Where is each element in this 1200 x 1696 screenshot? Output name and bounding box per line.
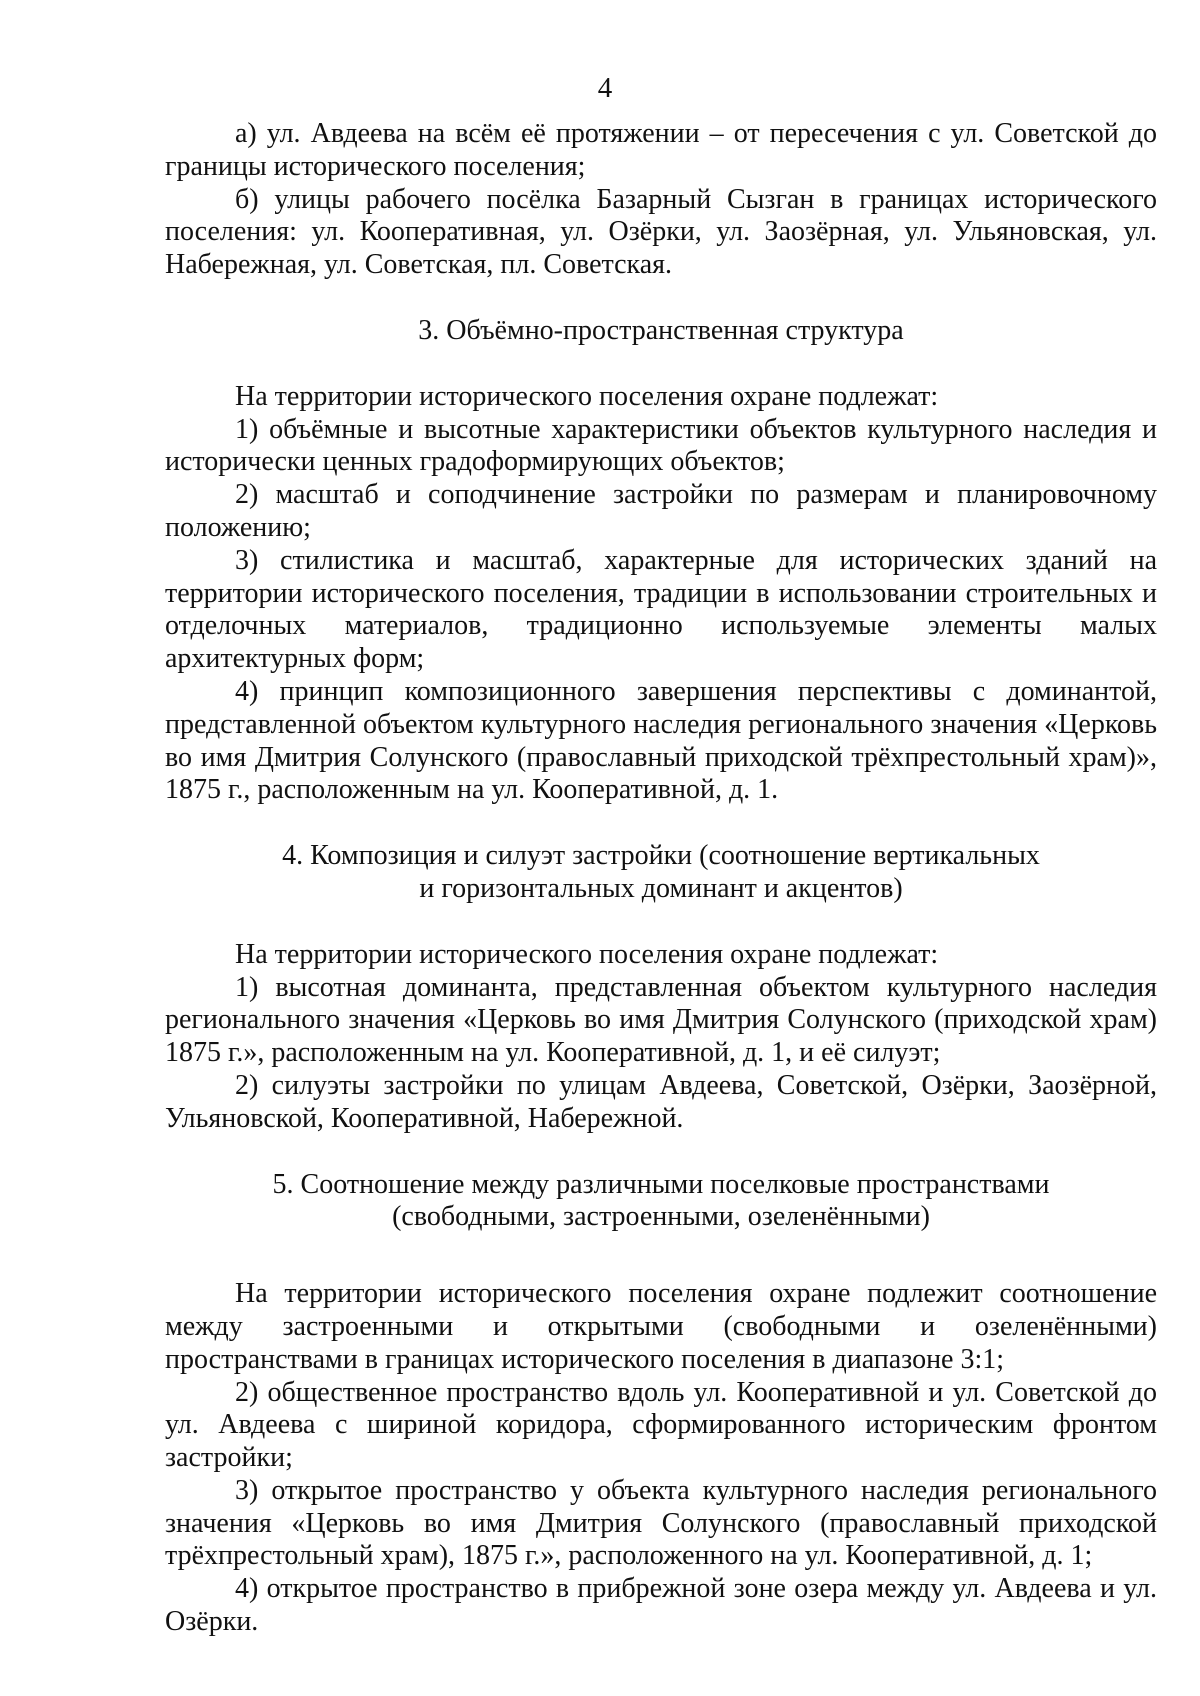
section4-heading-line2: и горизонтальных доминант и акцентов) [419, 872, 903, 904]
page-number: 4 [597, 72, 613, 104]
item-b: б) улицы рабочего посёлка Базарный Сызган в границах исторического поселения: ул. Кооперативная, ул. Озёрки, ул. Заозёрная, ул. Ульяновская, ул. Набережная, ул. Советская, пл. Советская. [165, 183, 1157, 281]
section5-heading [165, 1169, 1157, 1235]
section4-intro: На территории исторического поселения охране подлежат: [235, 938, 939, 970]
item-a: а) ул. Авдеева на всём её протяжении – от пересечения с ул. Советской до границы исторического поселения; [165, 118, 1157, 182]
section4-heading-line1: 4. Композиция и силуэт застройки (соотношение вертикальных [282, 840, 1040, 872]
document-body [165, 118, 1157, 1639]
section3-item-4: 4) принцип композиционного завершения перспективы с доминантой, представленной объектом культурного наследия регионального значения «Церковь во имя Дмитрия Солунского (православный приходской трёхпрестольный храм)», 1875 г., расположенным на ул. Кооперативной, д. 1. [165, 675, 1157, 806]
section3-heading: 3. Объёмно-пространственная структура [418, 314, 904, 346]
section3-item-1: 1) объёмные и высотные характеристики объектов культурного наследия и исторически ценных градоформирующих объектов; [165, 413, 1157, 478]
section4-item-1: 1) высотная доминанта, представленная объектом культурного наследия регионального значения «Церковь во имя Дмитрия Солунского (приходской храм) 1875 г.», расположенным на ул. Кооперативной, д. 1, и её силуэт; [165, 971, 1157, 1069]
section5-item-3: 3) открытое пространство у объекта культурного наследия регионального значения «Церковь во имя Дмитрия Солунского (православный приходской трёхпрестольный храм), 1875 г.», расположенного на ул. Кооперативной, д. 1; [165, 1474, 1157, 1572]
section4-item-2: 2) силуэты застройки по улицам Авдеева, Советской, Озёрки, Заозёрной, Ульяновской, Кооперативной, Набережной. [165, 1069, 1157, 1134]
section4-heading [165, 840, 1157, 906]
section5-item-4: 4) открытое пространство в прибрежной зоне озера между ул. Авдеева и ул. Озёрки. [165, 1573, 1157, 1638]
section3-item-3: 3) стилистика и масштаб, характерные для исторических зданий на территории исторического поселения, традиции в использовании строительных и отделочных материалов, традиционно используемые элементы малых архитектурных форм; [165, 544, 1157, 675]
section5-intro: На территории исторического поселения охране подлежит соотношение между застроенными и открытыми (свободными и озеленёнными) пространствами в границах исторического поселения в диапазоне 3:1; [165, 1278, 1157, 1375]
section5-heading-line2: (свободными, застроенными, озеленёнными) [392, 1201, 930, 1233]
section5-heading-line1: 5. Соотношение между различными поселковые пространствами [272, 1168, 1050, 1200]
section3-item-2: 2) масштаб и соподчинение застройки по размерам и планировочному положению; [165, 479, 1157, 543]
section5-item-2: 2) общественное пространство вдоль ул. Кооперативной и ул. Советской до ул. Авдеева с шириной коридора, сформированного историческим фронтом застройки; [165, 1376, 1157, 1474]
section3-intro: На территории исторического поселения охране подлежат: [235, 380, 939, 412]
